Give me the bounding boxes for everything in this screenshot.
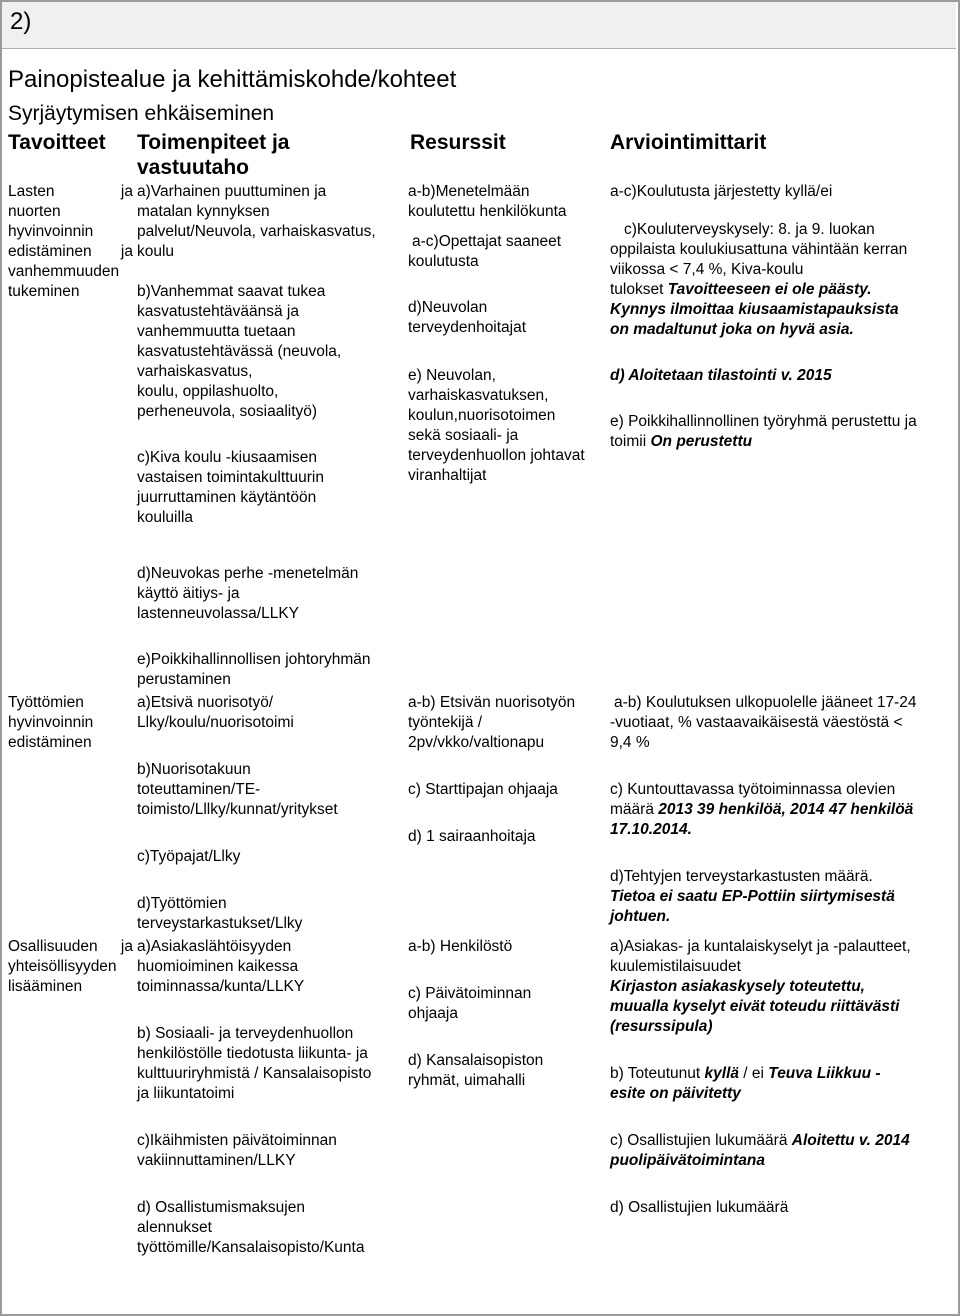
indicator-line: a-c)Koulutusta järjestetty kyllä/ei (610, 183, 833, 200)
resource-line: koulutettu henkilökunta (408, 203, 567, 220)
action-line: b)Vanhemmat saavat tukea (137, 283, 326, 300)
action-line: juurruttaminen käytäntöön (137, 489, 317, 506)
indicators-cell-3 (610, 937, 955, 1218)
action-line: c)Työpajat/Llky (137, 848, 241, 865)
indicator-text: toimii (610, 433, 651, 450)
goal-line: Työttömien (8, 694, 84, 711)
indicator-text: c) Osallistujien lukumäärä (610, 1132, 792, 1149)
resource-line: d) 1 sairaanhoitaja (408, 828, 536, 845)
action-line: vastaisen toimintakulttuurin (137, 469, 324, 486)
goal-cell-1 (8, 182, 133, 302)
indicator-line: viikossa < 7,4 %, Kiva-koulu (610, 261, 804, 278)
indicator-line: d) Osallistujien lukumäärä (610, 1199, 789, 1216)
action-line: vakiinnuttaminen/LLKY (137, 1152, 296, 1169)
indicator-line: on madaltunut joka on hyvä asia. (610, 321, 854, 338)
indicator-line (610, 1131, 955, 1151)
goal-line: lisääminen (8, 978, 83, 995)
indicator-line: muualla kyselyt eivät toteudu riittävästi (610, 998, 900, 1015)
actions-cell-3 (137, 937, 407, 1258)
action-line: b) Sosiaali- ja terveydenhuollon (137, 1025, 354, 1042)
indicator-line: Tietoa ei saatu EP-Pottiin siirtymisestä (610, 888, 895, 905)
indicator-line: esite on päivitetty (610, 1085, 741, 1102)
indicator-emphasis: Aloitettu v. 2014 (791, 1132, 910, 1149)
indicator-line: 9,4 % (610, 734, 650, 751)
action-line: kasvatustehtävässä (neuvola, (137, 343, 342, 360)
goal-line: yhteisöllisyyden (8, 958, 117, 975)
goal-cell-2 (8, 693, 133, 753)
indicator-emphasis: 2013 39 henkilöä, 2014 47 henkilöä (658, 801, 914, 818)
resource-line: e) Neuvolan, (408, 367, 496, 384)
indicator-line: Kynnys ilmoittaa kiusaamistapauksista (610, 301, 899, 318)
action-line: huomioiminen kaikessa (137, 958, 299, 975)
action-line: lastenneuvolassa/LLKY (137, 605, 300, 622)
goal-line: Osallisuuden ja (8, 938, 133, 955)
action-line: a)Varhainen puuttuminen ja (137, 183, 327, 200)
actions-cell-1-e (137, 650, 407, 690)
header-goals: Tavoitteet (8, 131, 106, 154)
goal-line: nuorten (8, 203, 61, 220)
indicator-line: d)Tehtyjen terveystarkastusten määrä. (610, 868, 873, 885)
indicator-line: d) Aloitetaan tilastointi v. 2015 (610, 367, 832, 384)
action-line: c)Kiva koulu -kiusaamisen (137, 449, 318, 466)
action-line: c)Ikäihmisten päivätoiminnan (137, 1132, 337, 1149)
action-line: henkilöstölle tiedotusta liikunta- ja (137, 1045, 368, 1062)
goal-line: tukeminen (8, 283, 80, 300)
goal-line: Lasten ja (8, 183, 133, 200)
resource-line: d) Kansalaisopiston (408, 1052, 544, 1069)
action-line: terveystarkastukset/Llky (137, 915, 303, 932)
resource-line: varhaiskasvatuksen, (408, 387, 549, 404)
indicator-text: määrä (610, 801, 659, 818)
action-line: koulu, oppilashuolto, (137, 383, 279, 400)
action-line: alennukset (137, 1219, 212, 1236)
action-line: kasvatustehtäväänsä ja (137, 303, 299, 320)
resource-line: a-c)Opettajat saaneet (412, 233, 562, 250)
indicator-line: Kirjaston asiakaskysely toteutettu, (610, 978, 865, 995)
actions-cell-2 (137, 693, 407, 934)
indicators-cell-2 (610, 693, 955, 927)
subtitle: Syrjäytymisen ehkäiseminen (8, 102, 275, 125)
action-line: palvelut/Neuvola, varhaiskasvatus, (137, 223, 376, 240)
indicator-emphasis: Teuva Liikkuu - (768, 1065, 881, 1082)
indicator-line: a)Asiakas- ja kuntalaiskyselyt ja -palautteet, (610, 938, 911, 955)
action-line: perheneuvola, sosiaalityö) (137, 403, 318, 420)
indicator-line: -vuotiaat, % vastaavaikäisestä väestöstä < (610, 714, 903, 731)
action-line: vanhemmuutta tuetaan (137, 323, 296, 340)
header-indicators: Arviointimittarit (610, 131, 767, 154)
indicators-cell-1 (610, 182, 955, 452)
action-line: a)Asiakaslähtöisyyden (137, 938, 292, 955)
indicator-line: johtuen. (610, 908, 671, 925)
action-line: toteuttaminen/TE- (137, 781, 261, 798)
resource-line: a-b) Henkilöstö (408, 938, 513, 955)
resources-cell-3 (408, 937, 608, 1091)
indicator-line (610, 432, 955, 452)
action-line: kouluilla (137, 509, 194, 526)
indicator-emphasis: kyllä (704, 1065, 739, 1082)
action-line: d)Työttömien (137, 895, 227, 912)
resource-line: c) Starttipajan ohjaaja (408, 781, 558, 798)
indicator-line: 17.10.2014. (610, 821, 692, 838)
goal-line: vanhemmuuden (8, 263, 120, 280)
resource-line: koulun,nuorisotoimen (408, 407, 556, 424)
resource-line: a-b)Menetelmään (408, 183, 530, 200)
goal-line: hyvinvoinnin (8, 223, 94, 240)
indicator-line: e) Poikkihallinnollinen työryhmä perustettu ja (610, 413, 917, 430)
area-title: Painopistealue ja kehittämiskohde/kohteet (8, 66, 457, 93)
resources-cell-1 (408, 182, 608, 486)
header-resources: Resurssit (410, 131, 506, 154)
resource-line: a-b) Etsivän nuorisotyön (408, 694, 576, 711)
action-line: matalan kynnyksen (137, 203, 270, 220)
indicator-line (610, 800, 955, 820)
indicator-line: kuulemistilaisuudet (610, 958, 741, 975)
resource-line: ohjaaja (408, 1005, 458, 1022)
section-header-band (2, 2, 956, 49)
action-line: käyttö äitiys- ja (137, 585, 240, 602)
indicator-text: tulokset (610, 281, 668, 298)
indicator-emphasis: Tavoitteeseen ei ole päästy. (667, 281, 872, 298)
action-line: varhaiskasvatus, (137, 363, 253, 380)
indicator-line: c) Kuntouttavassa työtoiminnassa olevien (610, 781, 896, 798)
indicator-line: puolipäivätoimintana (610, 1152, 766, 1169)
action-line: toimisto/Lllky/kunnat/yritykset (137, 801, 338, 818)
goal-line: edistäminen ja (8, 243, 133, 260)
action-line: d)Neuvokas perhe -menetelmän (137, 565, 359, 582)
action-line: ja liikuntatoimi (137, 1085, 235, 1102)
resources-cell-2 (408, 693, 608, 847)
goal-line: hyvinvoinnin (8, 714, 94, 731)
resource-line: viranhaltijat (408, 467, 487, 484)
action-line: e)Poikkihallinnollisen johtoryhmän (137, 651, 371, 668)
resource-line: c) Päivätoiminnan (408, 985, 532, 1002)
header-actions: Toimenpiteet ja vastuutaho (137, 131, 290, 179)
goal-cell-3 (8, 937, 133, 997)
indicator-text: / ei (739, 1065, 769, 1082)
resource-line: sekä sosiaali- ja (408, 427, 519, 444)
indicator-line: (resurssipula) (610, 1018, 713, 1035)
action-line: b)Nuorisotakuun (137, 761, 251, 778)
resource-line: terveydenhuollon johtavat (408, 447, 585, 464)
resource-line: ryhmät, uimahalli (408, 1072, 526, 1089)
indicator-line (610, 280, 955, 300)
action-line: perustaminen (137, 671, 231, 688)
actions-cell-1-d (137, 564, 407, 624)
indicator-emphasis: On perustettu (650, 433, 753, 450)
indicator-text: b) Toteutunut (610, 1065, 705, 1082)
action-line: kulttuuriryhmistä / Kansalaisopisto (137, 1065, 372, 1082)
indicator-line: oppilaista koulukiusattuna vähintään kerran (610, 241, 908, 258)
action-line: työttömille/Kansalaisopisto/Kunta (137, 1239, 365, 1256)
goal-line: edistäminen (8, 734, 92, 751)
resource-line: terveydenhoitajat (408, 319, 527, 336)
indicator-line: a-b) Koulutuksen ulkopuolelle jääneet 17-24 (614, 694, 917, 711)
section-number: 2) (10, 8, 32, 35)
indicator-line: c)Kouluterveyskysely: 8. ja 9. luokan (624, 221, 875, 238)
resource-line: koulutusta (408, 253, 479, 270)
action-line: a)Etsivä nuorisotyö/ (137, 694, 274, 711)
resource-line: 2pv/vkko/valtionapu (408, 734, 545, 751)
resource-line: d)Neuvolan (408, 299, 488, 316)
action-line: Llky/koulu/nuorisotoimi (137, 714, 294, 731)
action-line: d) Osallistumismaksujen (137, 1199, 305, 1216)
resource-line: työntekijä / (408, 714, 483, 731)
indicator-line (610, 1064, 955, 1084)
action-line: koulu (137, 243, 175, 260)
action-line: toiminnassa/kunta/LLKY (137, 978, 305, 995)
actions-cell-1 (137, 182, 407, 528)
